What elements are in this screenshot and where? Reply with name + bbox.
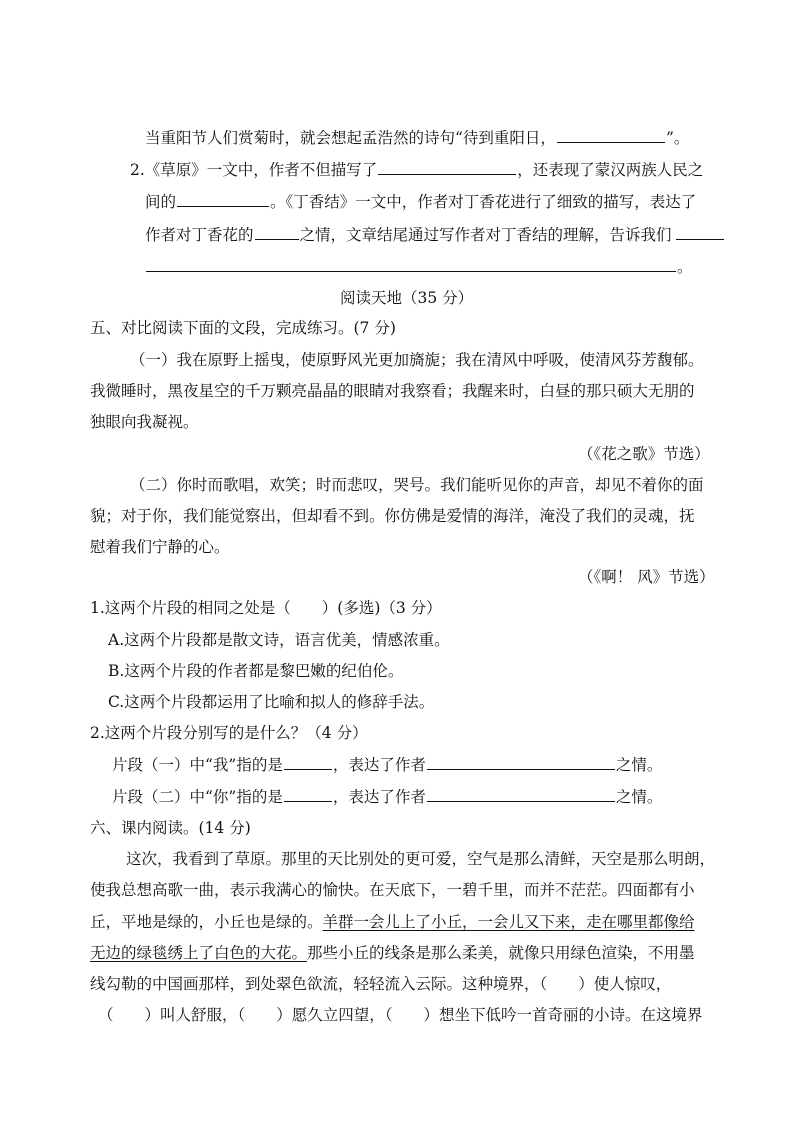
answer-blank[interactable]: [427, 755, 615, 770]
text: ，表达了作者: [332, 788, 426, 806]
text: 作者对丁香花的: [145, 226, 254, 244]
text: 当重阳节人们赏菊时，就会想起孟浩然的诗句“待到重阳日，: [145, 129, 556, 147]
fill-line-1: [145, 127, 689, 149]
text: ，还表现了蒙汉两族人民之: [517, 161, 704, 179]
answer-blank[interactable]: [284, 755, 332, 770]
text: 2.《草原》一文中，作者不但描写了: [130, 161, 378, 179]
fill-line-2: [130, 159, 703, 181]
text: 片段（二）中“你”指的是: [112, 788, 283, 806]
option-a[interactable]: A.这两个片段都是散文诗，语言优美，情感浓重。: [108, 631, 450, 649]
text: 。: [677, 258, 693, 276]
passage-2-source: （《啊！ 风》节选）: [578, 568, 715, 586]
text: 之情。: [615, 756, 663, 774]
passage-line: [90, 911, 695, 933]
answer-blank[interactable]: [427, 787, 615, 802]
passage-1-line: 独眼向我凝视。: [90, 413, 199, 431]
underlined-sentence: 羊群一会儿上了小丘，一会儿又下来，走在哪里都像给: [322, 913, 695, 931]
q6-heading: 六、课内阅读。(14 分): [90, 819, 251, 837]
fill-line-3: [145, 191, 696, 213]
text: 丘，平地是绿的，小丘也是绿的。: [90, 913, 323, 931]
answer-blank[interactable]: [255, 225, 299, 240]
q5-1: 1.这两个片段的相同之处是（ ）(多选)（3 分）: [90, 599, 442, 617]
passage-2-line: 貌；对于你，我们能觉察出，但却看不到。你仿佛是爱情的海洋，淹没了我们的灵魂，抚: [90, 507, 695, 525]
text: 。《丁香结》一文中，作者对丁香花进行了细致的描写，表达了: [270, 193, 697, 211]
underlined-sentence: 无边的绿毯绣上了白色的大花。: [90, 944, 308, 962]
passage-line: [90, 942, 695, 964]
answer-blank[interactable]: [676, 225, 724, 240]
passage-1-line: （一）我在原野上摇曳，使原野风光更加旖旎；我在清风中呼吸，使清风芬芳馥郁。: [130, 351, 704, 369]
q5-2-fill-1: [112, 754, 662, 776]
passage-2-line: （二）你时而歌唱，欢笑；时而悲叹，哭号。我们能听见你的声音，却见不着你的面: [130, 476, 704, 494]
passage-1-line: 我微睡时，黑夜星空的千万颗亮晶晶的眼睛对我察看；我醒来时，白昼的那只硕大无朋的: [90, 382, 695, 400]
answer-blank[interactable]: [557, 128, 665, 143]
passage-line: 使我总想高歌一曲，表示我满心的愉快。在天底下，一碧千里，而并不茫茫。四面都有小: [90, 881, 695, 899]
text: 间的: [145, 193, 177, 211]
passage-2-line: 慰着我们宁静的心。: [90, 538, 230, 556]
passage-line: （ ）叫人舒服，（ ）愿久立四望，（ ）想坐下低吟一首奇丽的小诗。在这境界: [98, 1006, 703, 1024]
fill-line-5: [145, 256, 693, 278]
passage-line: 线勾勒的中国画那样，到处翠色欲流，轻轻流入云际。这种境界，（ ）使人惊叹，: [90, 975, 672, 993]
q5-2-fill-2: [112, 786, 662, 808]
text: 之情。: [615, 788, 663, 806]
q5-heading: 五、对比阅读下面的文段，完成练习。(7 分): [90, 319, 396, 337]
option-c[interactable]: C.这两个片段都运用了比喻和拟人的修辞手法。: [108, 693, 435, 711]
fill-line-4: [145, 224, 725, 246]
answer-blank[interactable]: [284, 787, 332, 802]
answer-blank[interactable]: [177, 192, 269, 207]
answer-blank[interactable]: [378, 160, 516, 175]
text: ，表达了作者: [332, 756, 426, 774]
text: 那些小丘的线条是那么柔美，就像只用绿色渲染，不用墨: [307, 944, 695, 962]
text: 片段（一）中“我”指的是: [112, 756, 283, 774]
q5-2: 2.这两个片段分别写的是什么？（4 分）: [90, 724, 368, 742]
text: ”。: [665, 129, 690, 147]
answer-blank[interactable]: [146, 257, 676, 272]
passage-line: 这次，我看到了草原。那里的天比别处的更可爱，空气是那么清鲜，天空是那么明朗，: [126, 850, 716, 868]
text: 之情，文章结尾通过写作者对丁香结的理解，告诉我们: [299, 226, 672, 244]
passage-1-source: （《花之歌》节选）: [578, 445, 710, 463]
section-title: 阅读天地（35 分）: [340, 289, 474, 307]
option-b[interactable]: B.这两个片段的作者都是黎巴嫩的纪伯伦。: [108, 662, 404, 680]
